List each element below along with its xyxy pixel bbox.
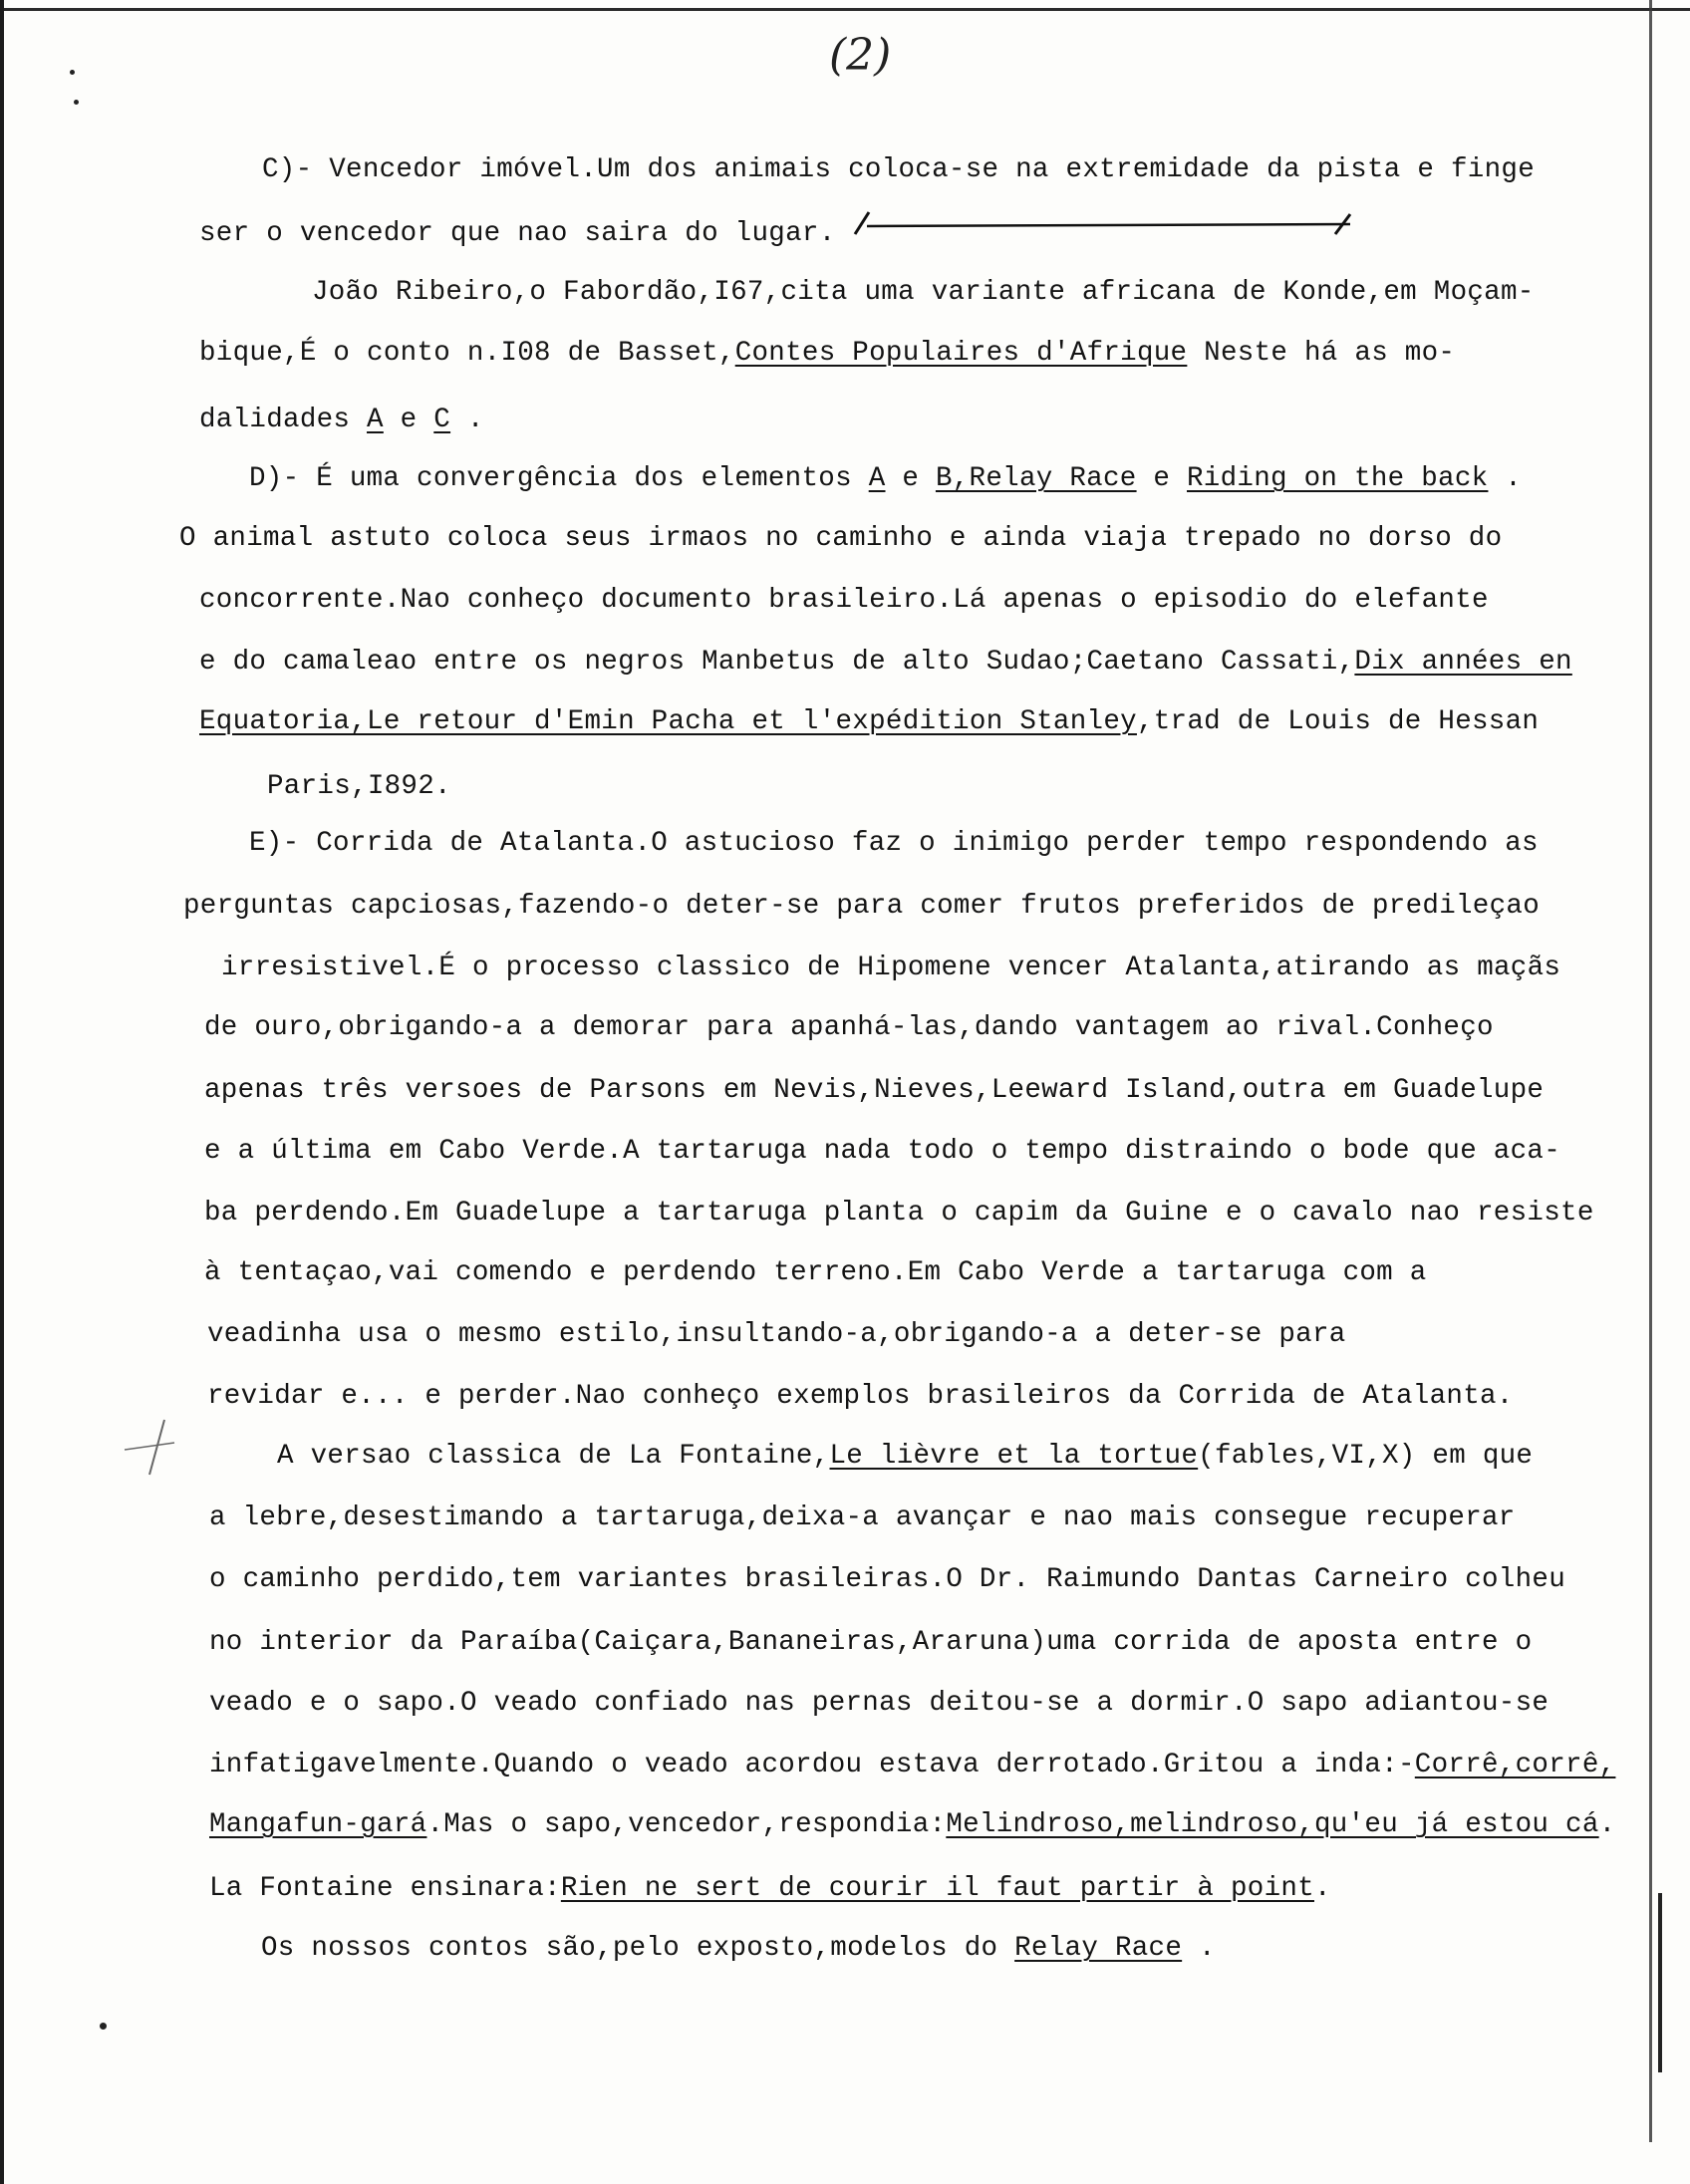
text-line: no interior da Paraíba(Caiçara,Bananeiras,Araruna)uma corrida de aposta entre o: [209, 1627, 1533, 1658]
speck: [70, 70, 75, 75]
page-top-edge: [0, 8, 1690, 11]
page-right-edge: [1649, 0, 1652, 2142]
speck: [74, 100, 79, 105]
text-line: e a última em Cabo Verde.A tartaruga nada todo o tempo distraindo o bode que aca-: [204, 1136, 1561, 1167]
text-line: ser o vencedor que nao saira do lugar.: [199, 218, 836, 249]
text-line: à tentaçao,vai comendo e perdendo terreno.Em Cabo Verde a tartaruga com a: [204, 1257, 1427, 1288]
text-line: irresistivel.É o processo classico de Hipomene vencer Atalanta,atirando as maçãs: [221, 953, 1561, 983]
text-line: perguntas capciosas,fazendo-o deter-se para comer frutos preferidos de predileçao: [183, 891, 1541, 922]
page-left-edge: [0, 0, 4, 2184]
text-line: dalidades A e C .: [199, 405, 484, 435]
text-line: Paris,I892.: [267, 771, 451, 802]
text-line: João Ribeiro,o Fabordão,I67,cita uma variante africana de Konde,em Moçam-: [312, 277, 1535, 308]
text-line: apenas três versoes de Parsons em Nevis,Nieves,Leeward Island,outra em Guadelupe: [204, 1075, 1545, 1106]
page-number: (2): [829, 30, 892, 81]
speck: [100, 2023, 107, 2030]
text-line: Equatoria,Le retour d'Emin Pacha et l'expédition Stanley,trad de Louis de Hessan: [199, 706, 1540, 737]
text-line: veadinha usa o mesmo estilo,insultando-a,obrigando-a a deter-se para: [207, 1319, 1346, 1350]
text-line: o caminho perdido,tem variantes brasileiras.O Dr. Raimundo Dantas Carneiro colheu: [209, 1564, 1566, 1595]
text-line: e do camaleao entre os negros Manbetus de alto Sudao;Caetano Cassati,Dix années en: [199, 647, 1572, 678]
text-line: E)- Corrida de Atalanta.O astucioso faz o inimigo perder tempo respondendo as: [249, 828, 1539, 859]
text-line: a lebre,desestimando a tartaruga,deixa-a avançar e nao mais consegue recuperar: [209, 1502, 1516, 1533]
text-line: bique,É o conto n.I08 de Basset,Contes Populaires d'Afrique Neste há as mo-: [199, 338, 1456, 369]
text-line: Os nossos contos são,pelo exposto,modelos do Relay Race .: [261, 1933, 1216, 1964]
text-line: concorrente.Nao conheço documento brasileiro.Lá apenas o episodio do elefante: [199, 585, 1489, 616]
text-line: revidar e... e perder.Nao conheço exemplos brasileiros da Corrida de Atalanta.: [207, 1381, 1514, 1412]
margin-pencil-mark: [115, 1415, 184, 1485]
page-binding-mark: [1658, 1893, 1662, 2072]
text-line: ba perdendo.Em Guadelupe a tartaruga planta o capim da Guine e o cavalo nao resiste: [204, 1198, 1594, 1228]
text-line: O animal astuto coloca seus irmaos no caminho e ainda viaja trepado no dorso do: [179, 523, 1503, 554]
text-line: C)- Vencedor imóvel.Um dos animais coloca-se na extremidade da pista e finge: [262, 154, 1536, 185]
text-line: D)- É uma convergência dos elementos A e B,Relay Race e Riding on the back .: [249, 463, 1523, 494]
text-line: de ouro,obrigando-a a demorar para apanhá-las,dando vantagem ao rival.Conheço: [204, 1012, 1494, 1043]
text-line: infatigavelmente.Quando o veado acordou estava derrotado.Gritou a inda:-Corrê,corrê,: [209, 1750, 1616, 1780]
text-line: A versao classica de La Fontaine,Le lièvre et la tortue(fables,VI,X) em que: [277, 1441, 1534, 1472]
text-line: veado e o sapo.O veado confiado nas pernas deitou-se a dormir.O sapo adiantou-se: [209, 1688, 1549, 1719]
text-line: Mangafun-gará.Mas o sapo,vencedor,respondia:Melindroso,melindroso,qu'eu já estou cá.: [209, 1809, 1616, 1840]
text-line: La Fontaine ensinara:Rien ne sert de courir il faut partir à point.: [209, 1873, 1331, 1904]
handwritten-arrow-mark: [847, 204, 1365, 244]
